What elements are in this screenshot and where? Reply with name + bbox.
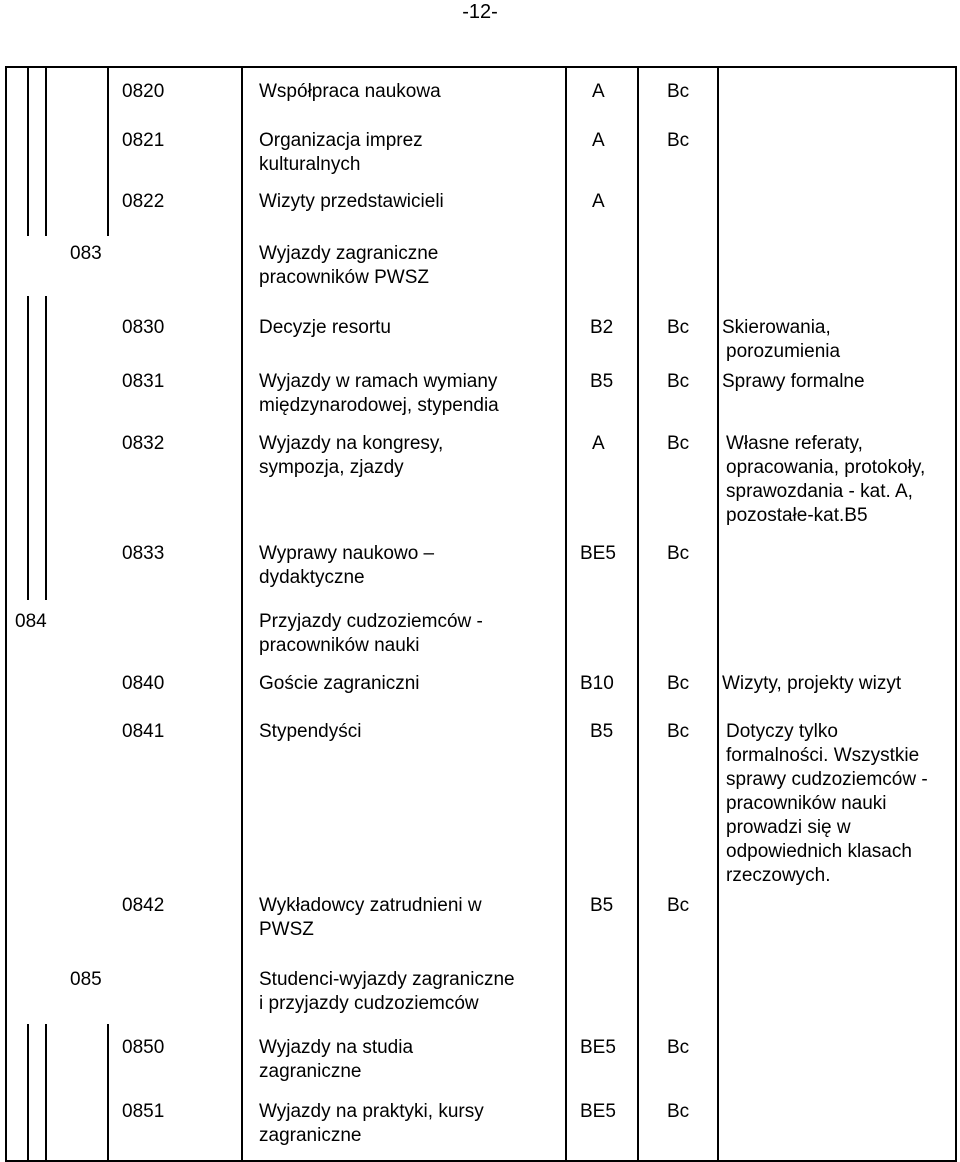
column-divider-1b: [27, 296, 29, 600]
row-category-2: Bc: [667, 1037, 690, 1058]
row-code: 0822: [122, 191, 165, 212]
row-category: B5: [590, 371, 614, 392]
page-number: -12-: [462, 1, 498, 23]
column-divider-6: [637, 66, 639, 1162]
row-category-2: Bc: [667, 721, 690, 742]
row-category-2: Bc: [667, 81, 690, 102]
row-title-line: zagraniczne: [259, 1061, 362, 1082]
row-category: B10: [580, 673, 614, 694]
row-code: 084: [15, 611, 47, 632]
column-divider-7: [717, 66, 719, 1162]
row-code: 0842: [122, 895, 165, 916]
row-title-line: Wyjazdy w ramach wymiany: [259, 371, 498, 392]
row-note-line: porozumienia: [726, 341, 841, 362]
row-code: 0840: [122, 673, 165, 694]
row-title-line: zagraniczne: [259, 1125, 362, 1146]
row-category-2: Bc: [667, 895, 690, 916]
row-category-2: Bc: [667, 371, 690, 392]
row-title-line: Przyjazdy cudzoziemców -: [259, 611, 483, 632]
row-category: B2: [590, 317, 614, 338]
row-code: 0850: [122, 1037, 165, 1058]
row-category-2: Bc: [667, 130, 690, 151]
row-code: 0841: [122, 721, 165, 742]
row-title-line: Wyjazdy na kongresy,: [259, 433, 444, 454]
row-category: A: [592, 130, 605, 151]
row-title-line: Stypendyści: [259, 721, 362, 742]
row-category-2: Bc: [667, 1101, 690, 1122]
row-note-line: formalności. Wszystkie: [726, 745, 920, 766]
row-note-line: sprawozdania - kat. A,: [726, 481, 913, 502]
row-code: 085: [70, 969, 102, 990]
row-note-line: pracowników nauki: [726, 793, 887, 814]
row-code: 0821: [122, 130, 165, 151]
row-title-line: Wykładowcy zatrudnieni w: [259, 895, 482, 916]
row-category-2: Bc: [667, 543, 690, 564]
column-divider-1: [27, 66, 29, 236]
row-note-line: Własne referaty,: [726, 433, 863, 454]
row-title-line: sympozja, zjazdy: [259, 457, 404, 478]
row-title-line: Wyjazdy na praktyki, kursy: [259, 1101, 484, 1122]
row-code: 0833: [122, 543, 165, 564]
row-category: A: [592, 191, 605, 212]
row-category: A: [592, 81, 605, 102]
row-title-line: kulturalnych: [259, 154, 361, 175]
row-category-2: Bc: [667, 433, 690, 454]
row-category: B5: [590, 895, 614, 916]
row-code: 0820: [122, 81, 165, 102]
row-note-line: sprawy cudzoziemców -: [726, 769, 928, 790]
column-divider-3: [107, 66, 109, 236]
row-title-line: Wyjazdy zagraniczne: [259, 243, 439, 264]
table-border-left: [5, 66, 7, 1162]
row-title-line: i przyjazdy cudzoziemców: [259, 993, 479, 1014]
column-divider-4: [241, 66, 243, 1162]
row-note-line: prowadzi się w: [726, 817, 851, 838]
row-category: BE5: [580, 1037, 616, 1058]
row-title-line: Wizyty przedstawicieli: [259, 191, 444, 212]
row-category: BE5: [580, 1101, 616, 1122]
column-divider-2: [45, 66, 47, 236]
table-border-top: [5, 66, 957, 68]
row-note-line: rzeczowych.: [726, 865, 831, 886]
row-title-line: Współpraca naukowa: [259, 81, 441, 102]
row-code: 0830: [122, 317, 165, 338]
row-note-line: pozostałe-kat.B5: [726, 505, 868, 526]
row-code: 0831: [122, 371, 165, 392]
row-title-line: dydaktyczne: [259, 567, 365, 588]
column-divider-2b: [45, 296, 47, 600]
row-title-line: Studenci-wyjazdy zagraniczne: [259, 969, 515, 990]
row-category: A: [592, 433, 605, 454]
row-note-line: opracowania, protokoły,: [726, 457, 926, 478]
column-divider-2c: [45, 1024, 47, 1162]
row-category: B5: [590, 721, 614, 742]
column-divider-3b: [107, 1024, 109, 1162]
row-category-2: Bc: [667, 317, 690, 338]
row-title-line: Goście zagraniczni: [259, 673, 420, 694]
row-note-line: Sprawy formalne: [722, 371, 865, 392]
row-note-line: Wizyty, projekty wizyt: [722, 673, 902, 694]
row-title-line: Decyzje resortu: [259, 317, 391, 338]
row-code: 083: [70, 243, 102, 264]
table-border-right: [955, 66, 957, 1162]
row-code: 0832: [122, 433, 165, 454]
column-divider-1c: [27, 1024, 29, 1162]
row-code: 0851: [122, 1101, 165, 1122]
row-title-line: międzynarodowej, stypendia: [259, 395, 499, 416]
row-title-line: Organizacja imprez: [259, 130, 423, 151]
row-title-line: Wyjazdy na studia: [259, 1037, 414, 1058]
row-title-line: pracowników nauki: [259, 635, 420, 656]
row-note-line: odpowiednich klasach: [726, 841, 912, 862]
row-category: BE5: [580, 543, 616, 564]
row-note-line: Dotyczy tylko: [726, 721, 838, 742]
column-divider-5: [565, 66, 567, 1162]
row-category-2: Bc: [667, 673, 690, 694]
row-title-line: PWSZ: [259, 919, 314, 940]
row-note-line: Skierowania,: [722, 317, 831, 338]
row-title-line: Wyprawy naukowo –: [259, 543, 435, 564]
row-title-line: pracowników PWSZ: [259, 267, 429, 288]
